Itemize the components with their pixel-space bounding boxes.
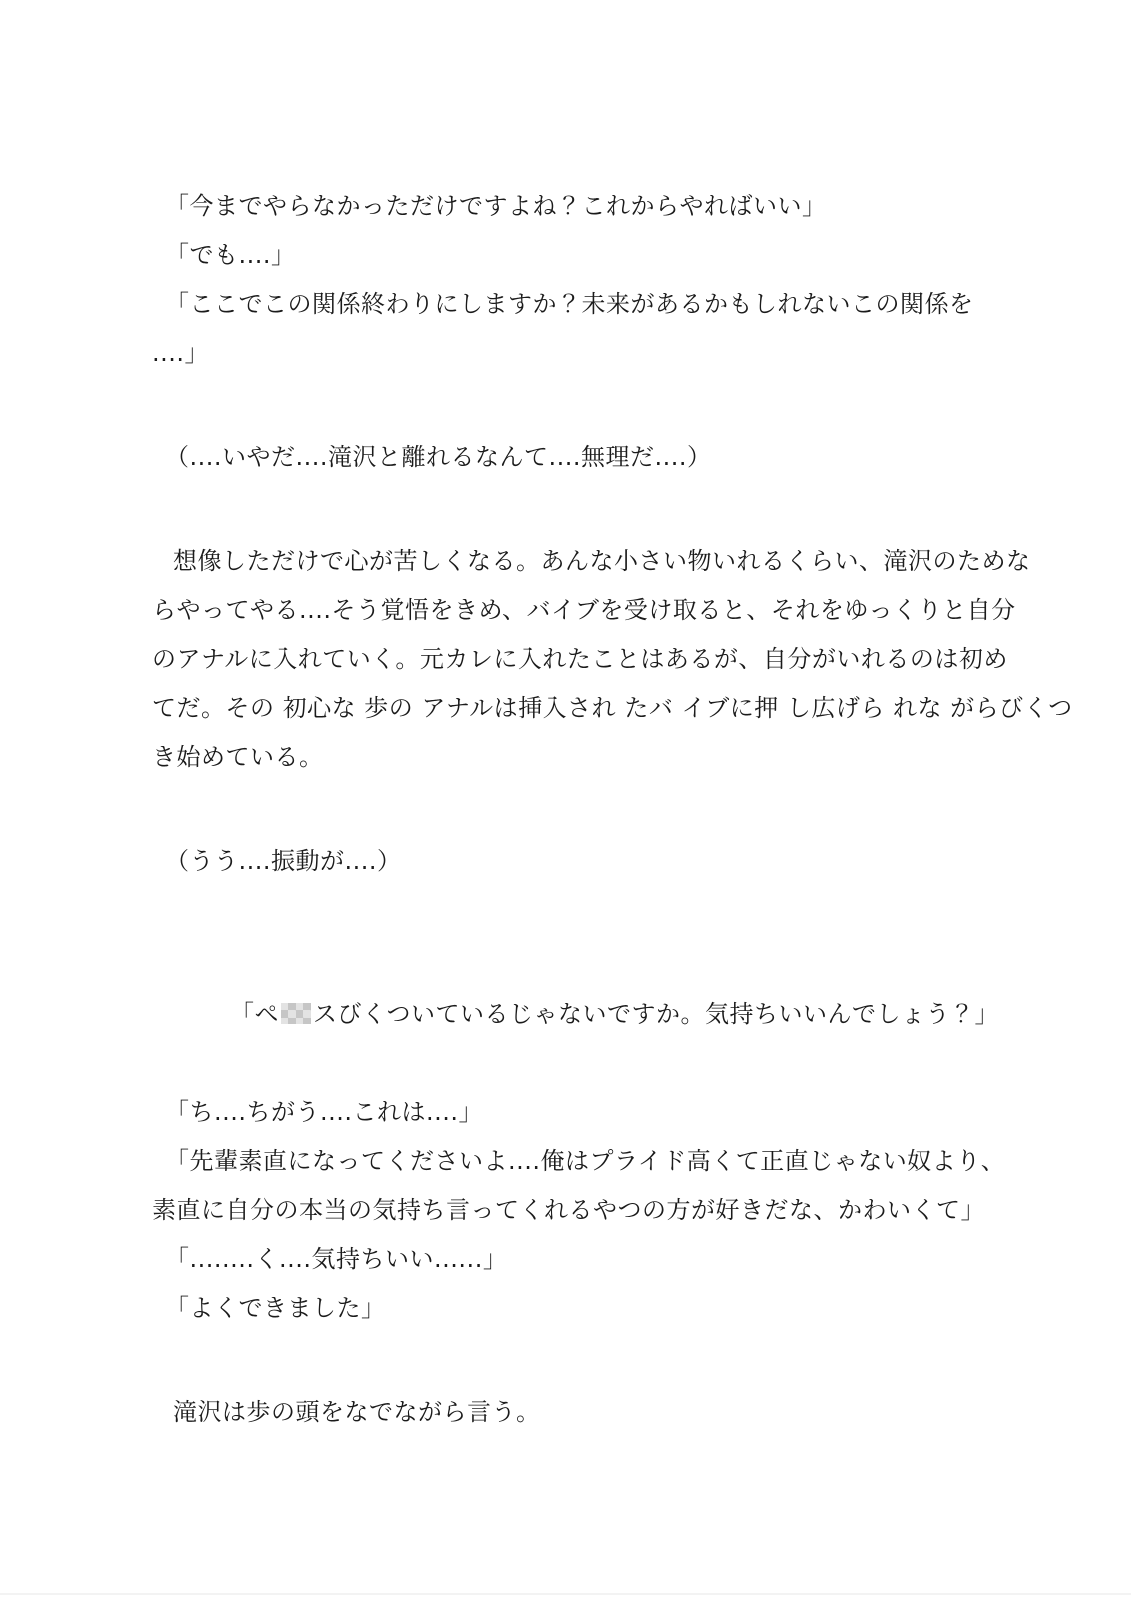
- thought-line: （うう....振動が....）: [165, 847, 402, 875]
- dialogue-text-before-censor: 「ペ: [230, 1000, 280, 1028]
- dialogue-line: 「でも....」: [165, 241, 296, 269]
- censor-mosaic: [281, 1003, 311, 1024]
- narration-block: [152, 537, 1102, 782]
- dialogue-line: 「先輩素直になってくださいよ....俺はプライド高くて正直じゃない奴より、: [165, 1147, 1006, 1175]
- dialogue-line: 「ここでこの関係終わりにしますか？未来があるかもしれないこの関係を: [165, 290, 974, 318]
- narration-line: のアナルに入れていく。元カレに入れたことはあるが、自分がいれるのは初め: [152, 645, 1008, 673]
- dialogue-line-continuation: 素直に自分の本当の気持ち言ってくれるやつの方が好きだな、かわいくて」: [152, 1196, 985, 1224]
- narration-line: 想像しただけで心が苦しくなる。あんな小さい物いれるくらい、滝沢のためな: [173, 547, 1031, 575]
- thought-line: （....いやだ....滝沢と離れるなんて....無理だ....）: [165, 443, 712, 471]
- dialogue-block: [152, 941, 1102, 1333]
- narration-line: てだ。その 初心な 歩の アナルは挿入され たバ イブに押 し広げら れな がらびくつ: [152, 694, 1073, 722]
- story-text: [152, 182, 1102, 1437]
- narration-line: 滝沢は歩の頭をなでながら言う。: [173, 1398, 541, 1426]
- inner-thought-block: [152, 433, 1102, 482]
- narration-line: き始めている。: [152, 743, 324, 771]
- dialogue-line-censored: [152, 941, 1102, 1088]
- dialogue-line-continuation: ....」: [152, 339, 210, 367]
- dialogue-text-after-censor: スびくついているじゃないですか。気持ちいいんでしょう？」: [313, 1000, 1000, 1028]
- dialogue-line: 「ち....ちがう....これは....」: [165, 1098, 484, 1126]
- page-bottom-artifact: [0, 1593, 1131, 1595]
- dialogue-block: [152, 182, 1102, 378]
- narration-block: [152, 1388, 1102, 1437]
- dialogue-line: 「今までやらなかっただけですよね？これからやればいい」: [165, 192, 827, 220]
- dialogue-line: 「よくできました」: [165, 1294, 386, 1322]
- dialogue-line: 「........く....気持ちいい......」: [165, 1245, 508, 1273]
- narration-line: らやってやる....そう覚悟をきめ、バイブを受け取ると、それをゆっくりと自分: [152, 596, 1016, 624]
- inner-thought-block: [152, 837, 1102, 886]
